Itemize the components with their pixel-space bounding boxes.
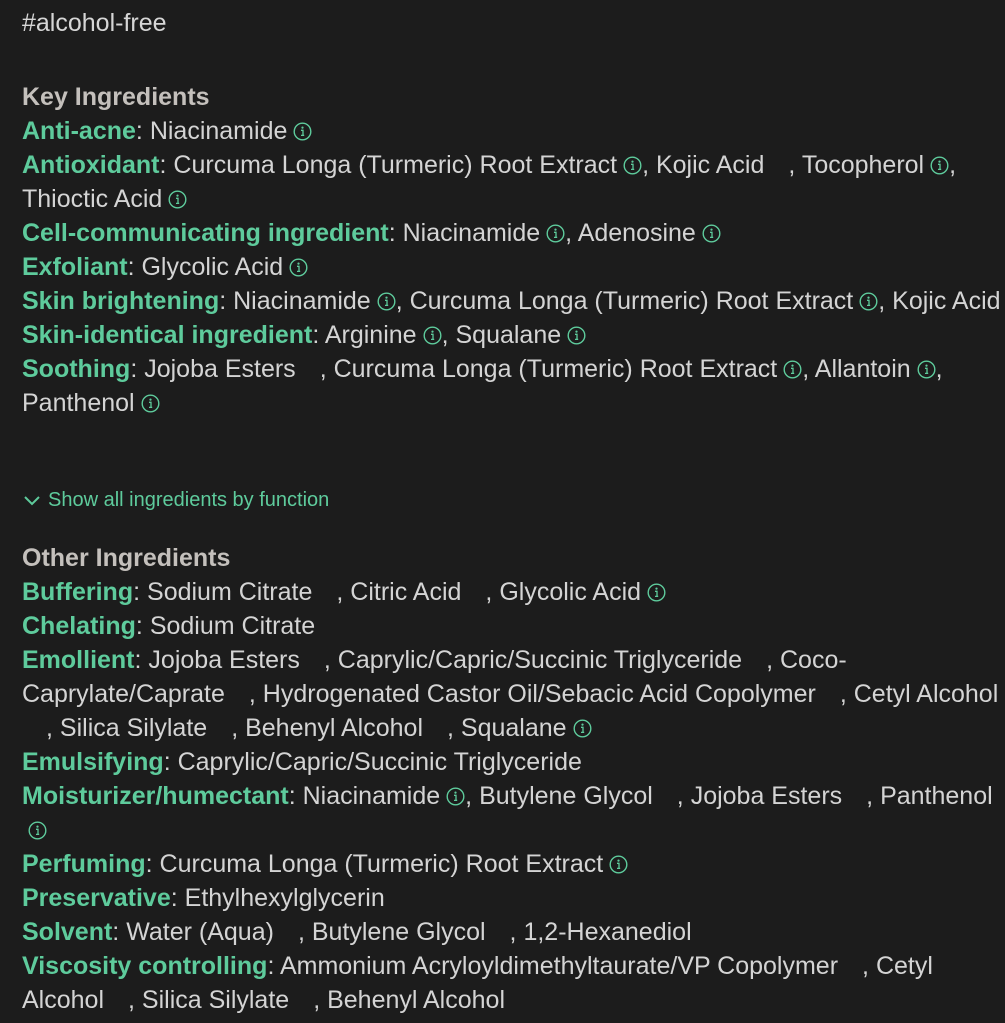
function-row: Solvent: Water (Aqua) , Butylene Glycol , 1,2-Hexanediol (22, 918, 692, 946)
ingredient-link[interactable]: Jojoba Esters (690, 782, 843, 810)
ingredient-link[interactable]: Curcuma Longa (Turmeric) Root Extract (173, 151, 618, 179)
separator: , (323, 646, 338, 674)
separator: , (465, 782, 480, 810)
ingredient-link[interactable]: Niacinamide (149, 117, 288, 145)
function-label[interactable]: Buffering (22, 578, 134, 606)
info-icon[interactable] (859, 292, 878, 311)
chevron-down-icon (22, 490, 42, 510)
function-row: Exfoliant: Glycolic Acid (22, 250, 1002, 284)
ingredient-link[interactable]: Curcuma Longa (Turmeric) Root Extract (333, 355, 778, 383)
function-row: Perfuming: Curcuma Longa (Turmeric) Root Extract (22, 847, 1002, 881)
ingredient-link[interactable]: Thioctic Acid (22, 185, 163, 213)
ingredient-link[interactable]: Panthenol (880, 782, 993, 810)
info-icon[interactable] (702, 224, 721, 243)
show-all-ingredients-toggle[interactable] (22, 485, 329, 515)
function-label[interactable]: Emulsifying (22, 748, 164, 776)
ingredient-link[interactable]: Hydrogenated Castor Oil/Sebacic Acid Copolymer (262, 680, 816, 708)
info-icon[interactable] (423, 326, 442, 345)
function-row: Buffering: Sodium Citrate , Citric Acid , Glycolic Acid (22, 575, 1002, 609)
separator: , (642, 151, 656, 179)
ingredient-link[interactable]: Squalane (460, 714, 567, 742)
ingredient-link[interactable]: Water (Aqua) (126, 918, 274, 946)
info-icon[interactable] (377, 292, 396, 311)
function-label[interactable]: Moisturizer/humectant (22, 782, 289, 810)
function-label[interactable]: Anti-acne (22, 117, 136, 145)
ingredient-link[interactable]: Niacinamide (402, 219, 541, 247)
info-icon[interactable] (446, 787, 465, 806)
separator: , (802, 355, 815, 383)
other-ingredients-list (22, 575, 1002, 1017)
function-label[interactable]: Skin brightening (22, 287, 220, 315)
info-icon[interactable] (289, 258, 308, 277)
function-label[interactable]: Soothing (22, 355, 131, 383)
info-icon[interactable] (546, 224, 565, 243)
separator: , (128, 986, 142, 1014)
separator: , (485, 578, 500, 606)
info-icon[interactable] (168, 190, 187, 209)
function-row: Chelating: Sodium Citrate (22, 612, 316, 640)
ingredient-link[interactable]: Ethylhexylglycerin (184, 884, 385, 912)
function-row: Skin-identical ingredient: Arginine , Squalane (22, 318, 1002, 352)
info-icon[interactable] (567, 326, 586, 345)
function-row: Moisturizer/humectant: Niacinamide , Butylene Glycol , Jojoba Esters , Panthenol (22, 779, 1002, 847)
function-label[interactable]: Viscosity controlling (22, 952, 268, 980)
function-row: Antioxidant: Curcuma Longa (Turmeric) Root Extract , Kojic Acid , Tocopherol , Thioctic Acid (22, 151, 957, 213)
ingredient-link[interactable]: Curcuma Longa (Turmeric) Root Extract (409, 287, 854, 315)
ingredient-link[interactable]: Silica Silylate (59, 714, 208, 742)
separator: , (313, 986, 328, 1014)
ingredient-link[interactable]: Panthenol (22, 389, 135, 417)
ingredient-link[interactable]: Niacinamide (302, 782, 441, 810)
ingredient-link[interactable]: Butylene Glycol (479, 782, 653, 810)
ingredient-link[interactable]: Curcuma Longa (Turmeric) Root Extract (159, 850, 604, 878)
info-icon[interactable] (609, 855, 628, 874)
ingredient-link[interactable]: Behenyl Alcohol (327, 986, 505, 1014)
separator: , (866, 782, 881, 810)
separator: , (231, 714, 246, 742)
function-label[interactable]: Cell-communicating ingredient (22, 219, 389, 247)
separator: , (839, 680, 854, 708)
key-ingredients-list (22, 114, 1002, 420)
function-row: Preservative: Ethylhexylglycerin (22, 884, 385, 912)
function-label[interactable]: Perfuming (22, 850, 146, 878)
key-ingredients-heading: Key Ingredients (22, 83, 210, 111)
function-row: Emulsifying: Caprylic/Capric/Succinic Triglyceride (22, 748, 582, 776)
info-icon[interactable] (28, 821, 47, 840)
function-label[interactable]: Antioxidant (22, 151, 160, 179)
function-label[interactable]: Exfoliant (22, 253, 128, 281)
separator: , (336, 578, 351, 606)
separator: , (676, 782, 691, 810)
ingredient-link[interactable]: Cetyl Alcohol (22, 952, 933, 1014)
ingredient-link[interactable]: 1,2-Hexanediol (523, 918, 692, 946)
info-icon[interactable] (647, 583, 666, 602)
separator: , (935, 355, 943, 383)
separator: , (766, 646, 780, 674)
ingredient-link[interactable]: Glycolic Acid (141, 253, 284, 281)
ingredient-link[interactable]: Ammonium Acryloyldimethyltaurate/VP Copolymer (279, 952, 839, 980)
ingredient-link[interactable]: Glycolic Acid (499, 578, 642, 606)
ingredient-link[interactable]: Caprylic/Capric/Succinic Triglyceride (337, 646, 743, 674)
info-icon[interactable] (783, 360, 802, 379)
ingredient-link[interactable]: Jojoba Esters (148, 646, 300, 674)
ingredient-link[interactable]: Allantoin (814, 355, 911, 383)
separator: , (297, 918, 312, 946)
info-icon[interactable] (141, 394, 160, 413)
ingredient-link[interactable]: Silica Silylate (141, 986, 290, 1014)
function-row: Anti-acne: Niacinamide (22, 114, 1002, 148)
info-icon[interactable] (917, 360, 936, 379)
function-label[interactable]: Chelating (22, 612, 136, 640)
info-icon[interactable] (293, 122, 312, 141)
separator: , (509, 918, 524, 946)
function-row: Soothing: Jojoba Esters , Curcuma Longa (Turmeric) Root Extract , Allantoin , Panthenol (22, 355, 943, 417)
ingredient-link[interactable]: Citric Acid (350, 578, 462, 606)
info-icon[interactable] (573, 719, 592, 738)
separator: , (46, 714, 60, 742)
function-label[interactable]: Emollient (22, 646, 135, 674)
separator: , (319, 355, 334, 383)
ingredient-link[interactable]: Cetyl Alcohol (853, 680, 999, 708)
info-icon[interactable] (930, 156, 949, 175)
separator: , (788, 151, 802, 179)
ingredient-link[interactable]: Behenyl Alcohol (245, 714, 423, 742)
function-row: Cell-communicating ingredient: Niacinamide , Adenosine (22, 216, 1002, 250)
alcohol-free-tag[interactable]: #alcohol-free (22, 9, 167, 37)
ingredient-link[interactable]: Kojic Acid (892, 287, 1001, 315)
separator: , (565, 219, 578, 247)
separator: , (441, 321, 456, 349)
function-label[interactable]: Preservative (22, 884, 171, 912)
separator: , (878, 287, 893, 315)
function-label[interactable]: Solvent (22, 918, 113, 946)
separator: , (395, 287, 410, 315)
info-icon[interactable] (623, 156, 642, 175)
ingredient-link[interactable]: Tocopherol (801, 151, 925, 179)
ingredient-link[interactable]: Sodium Citrate (147, 578, 313, 606)
ingredient-link[interactable]: Sodium Citrate (149, 612, 316, 640)
separator: , (949, 151, 957, 179)
separator: , (862, 952, 876, 980)
function-row: Skin brightening: Niacinamide , Curcuma Longa (Turmeric) Root Extract , Kojic Acid (22, 287, 1001, 315)
ingredient-link[interactable]: Kojic Acid (655, 151, 765, 179)
ingredient-link[interactable]: Niacinamide (233, 287, 371, 315)
show-all-ingredients-label: Show all ingredients by function (48, 489, 330, 511)
separator: , (248, 680, 263, 708)
ingredient-link[interactable]: Adenosine (577, 219, 696, 247)
ingredient-link[interactable]: Coco-Caprylate/Caprate (22, 646, 847, 708)
ingredient-link[interactable]: Arginine (324, 321, 417, 349)
function-label[interactable]: Skin-identical ingredient (22, 321, 313, 349)
other-ingredients-heading: Other Ingredients (22, 544, 231, 572)
function-row: Emollient: Jojoba Esters , Caprylic/Capric/Succinic Triglyceride , Coco-Caprylate/Caprate , Hydrogenated Castor Oil/Sebacic Acid Copolymer , Cetyl Alcohol, Silica Silylate , Behenyl Alcohol , Squalane (22, 646, 999, 742)
ingredient-link[interactable]: Caprylic/Capric/Succinic Triglyceride (177, 748, 582, 776)
ingredient-link[interactable]: Squalane (455, 321, 562, 349)
separator: , (447, 714, 461, 742)
function-row: Viscosity controlling: Ammonium Acryloyldimethyltaurate/VP Copolymer , Cetyl Alcohol , Silica Silylate , Behenyl Alcohol (22, 952, 933, 1014)
ingredient-link[interactable]: Butylene Glycol (311, 918, 486, 946)
ingredient-link[interactable]: Jojoba Esters (144, 355, 296, 383)
